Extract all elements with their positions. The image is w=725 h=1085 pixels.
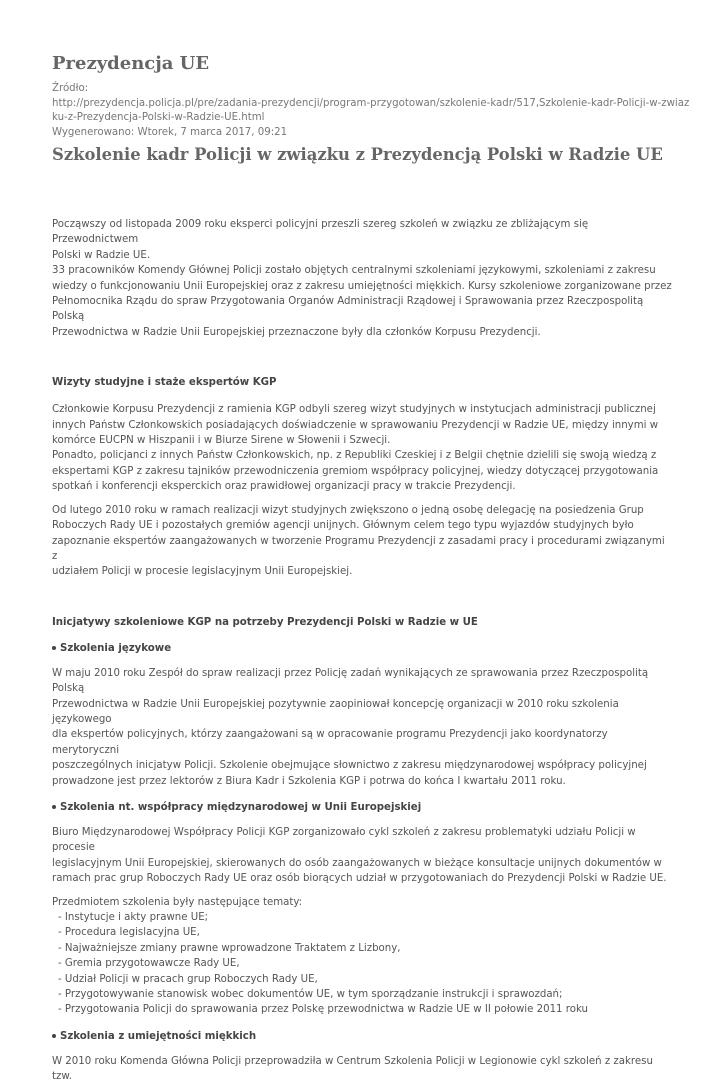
- bullet-icon: [52, 646, 56, 650]
- text-line: ekspertami KGP z zakresu tajników przewodniczenia gremiom współpracy policyjnej, wiedzy dotyczącej przygotowania: [52, 465, 659, 477]
- text-line: legislacyjnym Unii Europejskiej, skierowanych do osób zaangażowanych w bieżące konsultacje unijnych dokumentów w: [52, 857, 662, 869]
- intro-paragraph: [52, 217, 673, 340]
- list-item: - Przygotowywanie stanowisk wobec dokumentów UE, w tym sporządzanie instrukcji i sprawozdań;: [58, 989, 563, 1001]
- text-line: innych Państw Członkowskich posiadających doświadczenie w sprawowaniu Prezydencji w Radzie UE, między innymi w: [52, 419, 659, 431]
- text-line: wiedzy o funkcjonowaniu Unii Europejskiej oraz z zakresu umiejętności miękkich. Kursy szkoleniowe zorganizowane przez: [52, 280, 672, 292]
- text-line: poszczególnych inicjatyw Policji. Szkolenie obejmujące słownictwo z zakresu międzynarodowej współpracy policyjnej: [52, 760, 647, 772]
- bullet-icon: [52, 805, 56, 809]
- text-line: 33 pracowników Komendy Głównej Policji zostało objętych centralnymi szkoleniami językowymi, szkoleniami z zakresu: [52, 265, 656, 277]
- site-title: Prezydencja UE: [52, 53, 210, 74]
- list-item: - Najważniejsze zmiany prawne wprowadzone Traktatem z Lizbony,: [58, 942, 401, 954]
- source-url-line-1[interactable]: http://prezydencja.policja.pl/pre/zadania-prezydencji/program-przygotowan/szkolenie-kadr/517,Szkolenie-kadr-Policji-w-zwiaz: [52, 97, 690, 109]
- article-title: Szkolenie kadr Policji w związku z Prezydencją Polski w Radzie UE: [52, 145, 663, 164]
- bullet-icon: [52, 1034, 56, 1038]
- text-line: ramach prac grup Roboczych Rady UE oraz osób biorących udział w przygotowaniach do Prezydencji Polski w Radzie UE.: [52, 873, 667, 885]
- text-line: spotkań i konferencji eksperckich oraz prawidłowej organizacji pracy w trakcie Prezydencji.: [52, 481, 516, 493]
- text-line: Przewodnictwa w Radzie Unii Europejskiej przeznaczone były dla członków Korpusu Prezydencji.: [52, 326, 541, 338]
- bullet-title: Szkolenia z umiejętności miękkich: [60, 1030, 257, 1042]
- source-label: Źródło:: [52, 83, 89, 94]
- text-line: W maju 2010 roku Zespół do spraw realizacji przez Policję zadań wynikających ze sprawowania przez Rzeczpospolitą Polską: [52, 667, 649, 695]
- text-line: prowadzone jest przez lektorów z Biura Kadr i Szkolenia KGP i potrwa do końca I kwartału 2011 roku.: [52, 775, 566, 787]
- text-line: Przewodnictwa w Radzie Unii Europejskiej pozytywnie zaopiniował koncepcję organizacji w 2010 roku szkolenia językowego: [52, 698, 619, 725]
- list-item: - Udział Policji w pracach grup Roboczych Rady UE,: [58, 973, 318, 985]
- bullet-heading-international-cooperation: [52, 800, 673, 815]
- text-line: Począwszy od listopada 2009 roku eksperci policyjni przeszli szereg szkoleń w związku ze zbliżającym się Przewodnictwem: [52, 219, 589, 246]
- language-training-paragraph: [52, 666, 673, 789]
- topics-list: [52, 910, 673, 1018]
- generated-timestamp: Wygenerowano: Wtorek, 7 marca 2017, 09:21: [52, 126, 288, 138]
- list-item: - Gremia przygotowawcze Rady UE,: [58, 958, 240, 970]
- text-line: Roboczych Rady UE i pozostałych gremiów agencji unijnych. Głównym celem tego typu wyjazdów studyjnych było: [52, 520, 634, 532]
- text-line: Polski w Radzie UE.: [52, 249, 151, 261]
- bullet-title: Szkolenia nt. współpracy międzynarodowej w Unii Europejskiej: [60, 801, 422, 813]
- international-cooperation-paragraph: [52, 825, 673, 887]
- text-line: zapoznanie ekspertów zaangażowanych w tworzenie Programu Prezydencji z zasadami pracy i procedurami związanymi z: [52, 535, 665, 562]
- text-line: Członkowie Korpusu Prezydencji z ramienia KGP odbyli szereg wizyt studyjnych w instytucjach administracji publicznej: [52, 404, 656, 416]
- list-item: - Instytucje i akty prawne UE;: [58, 912, 209, 923]
- text-line: komórce EUCPN w Hiszpanii i w Biurze Sirene w Słowenii i Szwecji.: [52, 435, 391, 447]
- section-heading-study-visits: Wizyty studyjne i staże ekspertów KGP: [52, 377, 277, 389]
- list-item: - Procedura legislacyjna UE,: [58, 927, 200, 939]
- bullet-heading-soft-skills: [52, 1029, 673, 1044]
- source-url-line-2[interactable]: ku-z-Prezydencja-Polski-w-Radzie-UE.html: [52, 112, 265, 123]
- bullet-heading-language-training: [52, 641, 673, 656]
- study-visits-paragraph-2: [52, 503, 673, 580]
- soft-skills-paragraph: [52, 1054, 673, 1085]
- study-visits-paragraph-1: [52, 402, 673, 494]
- article-body: [52, 217, 673, 1085]
- topics-intro: Przedmiotem szkolenia były następujące tematy:: [52, 896, 303, 908]
- bullet-title: Szkolenia językowe: [60, 642, 172, 654]
- section-heading-training-initiatives: Inicjatywy szkoleniowe KGP na potrzeby Prezydencji Polski w Radzie w UE: [52, 616, 478, 628]
- text-line: udziałem Policji w procesie legislacyjnym Unii Europejskiej.: [52, 566, 353, 578]
- text-line: Ponadto, policjanci z innych Państw Członkowskich, np. z Republiki Czeskiej i z Belgii chętnie dzielili się swoją wiedzą z: [52, 450, 657, 462]
- list-item: - Przygotowania Policji do sprawowania przez Polskę przewodnictwa w Radzie UE w II połowie 2011 roku: [58, 1004, 589, 1016]
- text-line: Od lutego 2010 roku w ramach realizacji wizyt studyjnych zwiększono o jedną osobę delegację na posiedzenia Grup: [52, 504, 644, 516]
- text-line: dla ekspertów policyjnych, którzy zaangażowani są w opracowanie programu Prezydencji jako koordynatorzy merytoryczni: [52, 729, 608, 756]
- text-line: Pełnomocnika Rządu do spraw Przygotowania Organów Administracji Rządowej i Sprawowania przez Rzeczpospolitą Polską: [52, 296, 644, 323]
- document-meta: [52, 82, 690, 140]
- text-line: W 2010 roku Komenda Główna Policji przeprowadziła w Centrum Szkolenia Policji w Legionowie cykl szkoleń z zakresu tzw.: [52, 1055, 653, 1083]
- text-line: Biuro Międzynarodowej Współpracy Policji KGP zorganizowało cykl szkoleń z zakresu problematyki udziału Policji w procesie: [52, 826, 636, 854]
